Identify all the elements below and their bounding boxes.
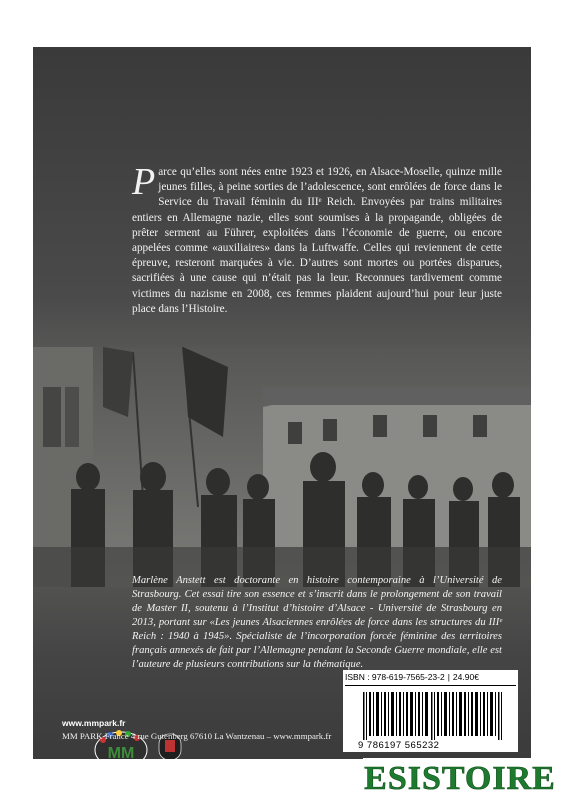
drop-cap: P <box>132 161 156 203</box>
publisher-website: www.mmpark.fr <box>62 718 126 728</box>
book-back-cover <box>33 47 531 767</box>
publisher-logos: MM COLLECTION <box>93 728 193 759</box>
isbn-number: ISBN : 978-619-7565-23-2 <box>345 672 445 682</box>
summary-text: arce qu’elles sont nées entre 1923 et 1926, en Alsace-Moselle, quinze mille jeunes filles, à peine sorties de l’adolescence, sont enrôlées de force dans le Service du Travail féminin du IIIᵉ Reich. Envoyées par trains militaires entiers en Allemagne nazie, elles sont soumises à la propagande, obligées de prêter serment au Führer, exploitées dans l’économie de guerre, ou encore appelées comme «auxiliaires» dans la Luftwaffe. Celles qui reviennent de cette épreuve, resteront marquées à vie. D’autres sont mortes ou portées disparues, sacrifiées à une cause qui n’était pas la leur. Reconnues tardivement comme victimes du nazisme en 2008, ces femmes plaident aujourd’hui pour leur juste place dans l’Histoire. <box>132 166 502 315</box>
historical-photo <box>33 347 531 587</box>
stamp-text: ESISTOIRE <box>364 760 556 796</box>
isbn-barcode-box <box>343 670 518 752</box>
barcode-digits: 9 786197 565232 <box>358 740 440 751</box>
publisher-address: MM PARK France 4 rue Gutenberg 67610 La Wantzenau – www.mmpark.fr <box>62 731 332 741</box>
price: 24.90€ <box>452 672 479 682</box>
barcode-image <box>363 692 503 740</box>
mm-logo-text: MM <box>107 745 135 762</box>
isbn-line: ISBN : 978-619-7565-23-2 | 24.90€ <box>345 672 516 686</box>
back-cover-summary <box>132 161 502 317</box>
author-bio: Marlène Anstett est doctorante en histoire contemporaine à l’Université de Strasbourg. Cet essai tire son essence et s’inscrit dans le prolongement de son travail de Master II, soutenu à l’Institut d’histoire d’Alsace - Université de Strasbourg en 2013, portant sur «Les jeunes Alsaciennes enrôlées de force dans les structures du IIIᵉ Reich : 1940 à 1945». Spécialiste de l’incorporation forcée féminine des territoires français annexés de fait par l’Allemagne pendant la Seconde Guerre mondiale, elle est l’auteure de plusieurs contributions sur la thématique. <box>132 575 502 670</box>
esistoire-watermark <box>363 758 558 796</box>
